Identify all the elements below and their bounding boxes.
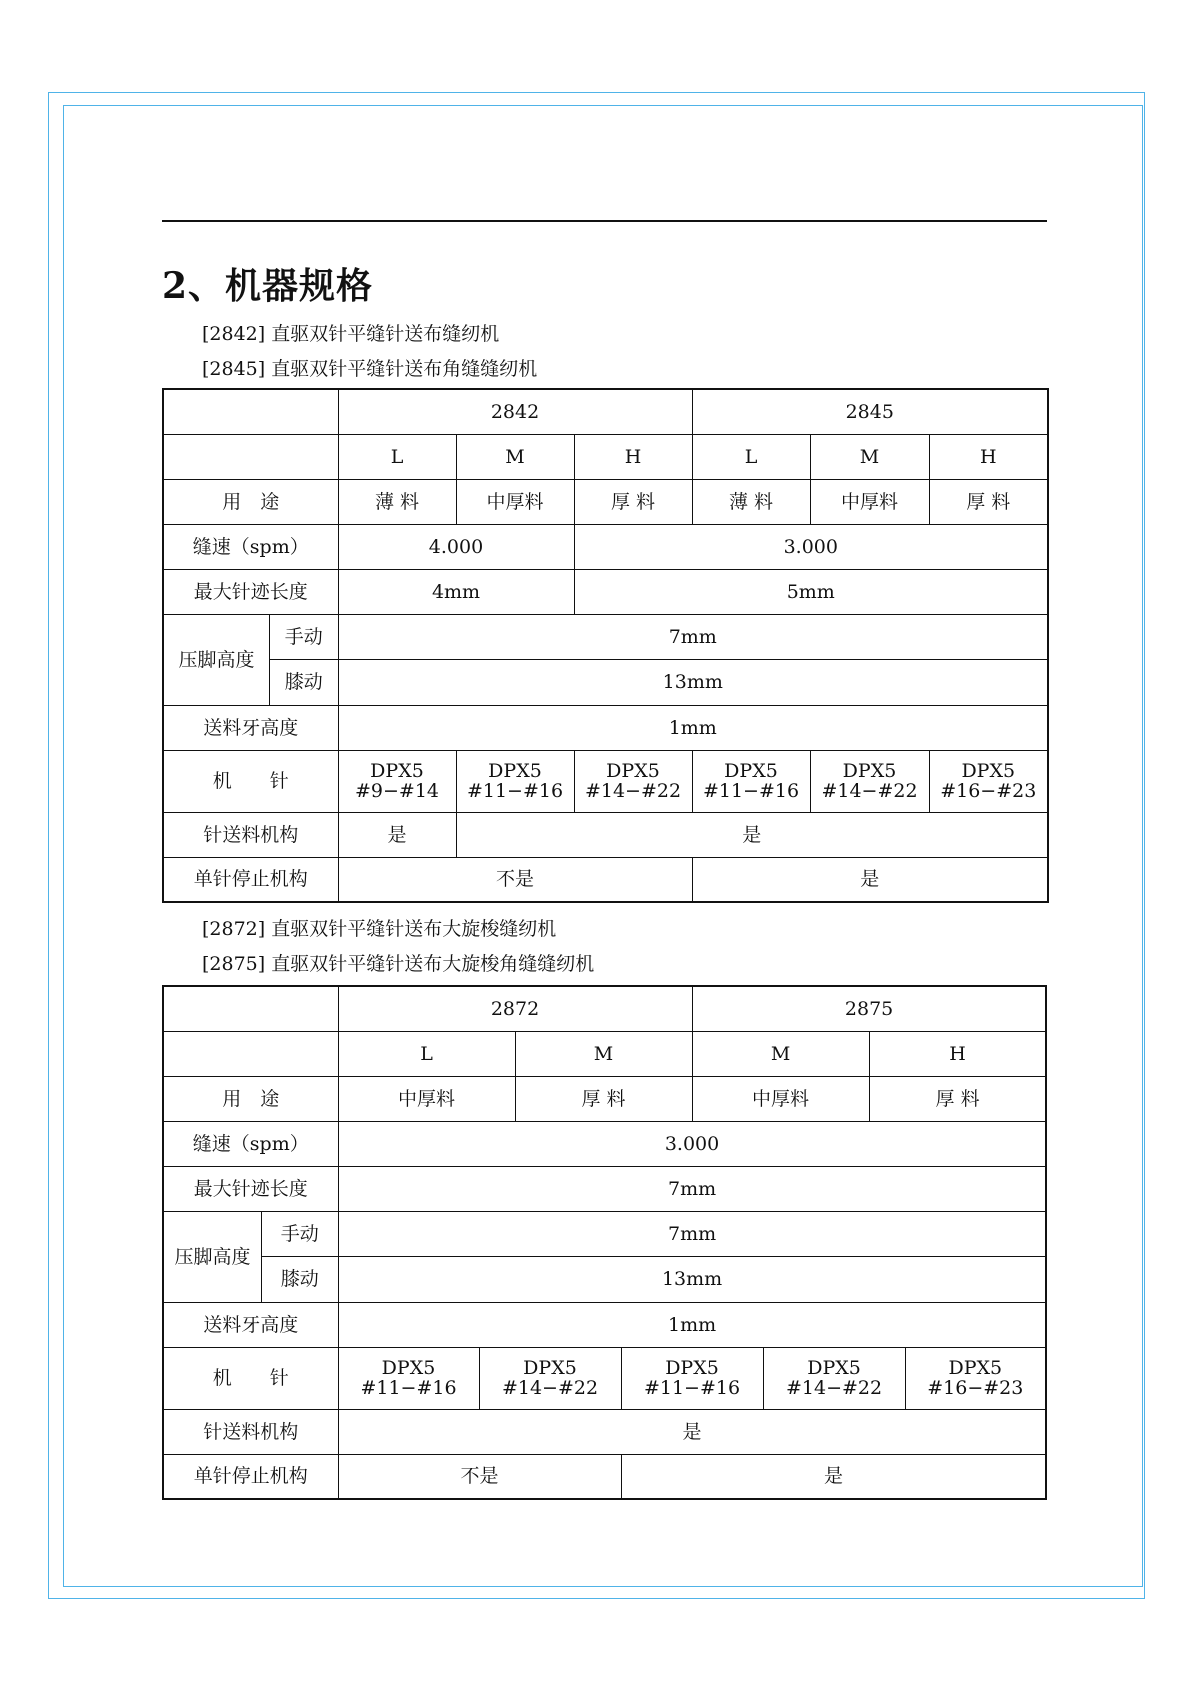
- speed-row: [163, 1121, 1046, 1166]
- sub-label: 膝动: [280, 1268, 319, 1291]
- spec-table-2842-2845: [162, 388, 1049, 903]
- usage-cell: 薄 料: [338, 479, 456, 524]
- corner-cell: [163, 1031, 338, 1076]
- usage-cell: 中厚料: [338, 1076, 515, 1121]
- variant-header: M: [456, 434, 574, 479]
- single-needle-stop-row: [163, 857, 1048, 902]
- usage-cell: 厚 料: [574, 479, 692, 524]
- table2-caption-2872: [2872] 直驱双针平缝针送布大旋梭缝纫机: [202, 918, 557, 940]
- needle-feed-row: [163, 1409, 1046, 1454]
- row-label: 送料牙高度: [163, 705, 338, 750]
- stitch-cell: 4mm: [338, 569, 574, 614]
- variant-row: [163, 434, 1048, 479]
- feed-dog-value: 1mm: [338, 1302, 1046, 1347]
- row-label: 缝速（spm）: [163, 1121, 338, 1166]
- row-label: 用 途: [163, 1076, 338, 1121]
- feed-dog-value: 1mm: [338, 705, 1048, 750]
- row-label: 用 途: [163, 479, 338, 524]
- usage-row: [163, 479, 1048, 524]
- variant-header: H: [869, 1031, 1046, 1076]
- speed-row: [163, 524, 1048, 569]
- presser-group: [163, 1211, 338, 1302]
- row-label: 机 针: [163, 1347, 338, 1409]
- speed-cell: 3.000: [574, 524, 1048, 569]
- model-header: 2872: [338, 986, 692, 1031]
- model-row: [163, 389, 1048, 434]
- corner-cell: [163, 389, 338, 434]
- presser-manual-value: 7mm: [338, 1211, 1046, 1257]
- row-label: 送料牙高度: [163, 1302, 338, 1347]
- needle-row: [163, 750, 1048, 812]
- variant-header: M: [810, 434, 929, 479]
- needle-feed-row: [163, 812, 1048, 857]
- usage-cell: 厚 料: [515, 1076, 692, 1121]
- model-header: 2845: [692, 389, 1048, 434]
- usage-cell: 中厚料: [810, 479, 929, 524]
- needle-cell: DPX5 #14−#22: [810, 750, 929, 812]
- feed-dog-row: [163, 705, 1048, 750]
- spec-table-2872-2875: [162, 985, 1047, 1500]
- stitch-cell: 7mm: [338, 1166, 1046, 1211]
- usage-row: [163, 1076, 1046, 1121]
- table1-caption-2845: [2845] 直驱双针平缝针送布角缝缝纫机: [202, 358, 538, 380]
- row-label: 最大针迹长度: [163, 1166, 338, 1211]
- needle-cell: DPX5 #16−#23: [929, 750, 1048, 812]
- sub-label: 手动: [262, 1212, 338, 1258]
- row-label: 压脚高度: [164, 1212, 262, 1302]
- speed-cell: 3.000: [338, 1121, 1046, 1166]
- single-stop-cell: 是: [621, 1454, 1046, 1499]
- stitch-cell: 5mm: [574, 569, 1048, 614]
- needle-cell: DPX5 #11−#16: [692, 750, 810, 812]
- single-stop-cell: 不是: [338, 857, 692, 902]
- variant-row: [163, 1031, 1046, 1076]
- row-label: 单针停止机构: [163, 857, 338, 902]
- row-label: 压脚高度: [164, 615, 270, 705]
- variant-header: L: [338, 1031, 515, 1076]
- row-label: 缝速（spm）: [163, 524, 338, 569]
- needle-cell: DPX5 #14−#22: [763, 1347, 905, 1409]
- needle-cell: DPX5 #14−#22: [574, 750, 692, 812]
- variant-header: H: [574, 434, 692, 479]
- usage-cell: 薄 料: [692, 479, 810, 524]
- sub-label: 膝动: [284, 671, 323, 694]
- usage-cell: 中厚料: [692, 1076, 869, 1121]
- single-needle-stop-row: [163, 1454, 1046, 1499]
- variant-header: M: [515, 1031, 692, 1076]
- stitch-length-row: [163, 1166, 1046, 1211]
- needle-cell: DPX5 #11−#16: [456, 750, 574, 812]
- presser-manual-row: [163, 614, 1048, 660]
- variant-header: L: [338, 434, 456, 479]
- needle-cell: DPX5 #16−#23: [905, 1347, 1046, 1409]
- needle-feed-cell: 是: [456, 812, 1048, 857]
- presser-manual-row: [163, 1211, 1046, 1257]
- needle-row: [163, 1347, 1046, 1409]
- model-header: 2875: [692, 986, 1046, 1031]
- usage-cell: 厚 料: [869, 1076, 1046, 1121]
- table2-caption-2875: [2875] 直驱双针平缝针送布大旋梭角缝缝纫机: [202, 953, 595, 975]
- row-label: 针送料机构: [163, 1409, 338, 1454]
- speed-cell: 4.000: [338, 524, 574, 569]
- sub-label: 手动: [270, 615, 338, 661]
- single-stop-cell: 是: [692, 857, 1048, 902]
- single-stop-cell: 不是: [338, 1454, 621, 1499]
- row-label: 针送料机构: [163, 812, 338, 857]
- row-label: 最大针迹长度: [163, 569, 338, 614]
- corner-cell: [163, 986, 338, 1031]
- model-header: 2842: [338, 389, 692, 434]
- row-label: 单针停止机构: [163, 1454, 338, 1499]
- section-title: 2、机器规格: [162, 265, 374, 307]
- presser-knee-value: 13mm: [338, 1257, 1046, 1303]
- needle-cell: DPX5 #14−#22: [479, 1347, 621, 1409]
- header-rule: [162, 220, 1047, 222]
- usage-cell: 厚 料: [929, 479, 1048, 524]
- model-row: [163, 986, 1046, 1031]
- needle-feed-cell: 是: [338, 812, 456, 857]
- presser-knee-value: 13mm: [338, 660, 1048, 706]
- feed-dog-row: [163, 1302, 1046, 1347]
- variant-header: H: [929, 434, 1048, 479]
- needle-cell: DPX5 #11−#16: [621, 1347, 763, 1409]
- corner-cell: [163, 434, 338, 479]
- table1-caption-2842: [2842] 直驱双针平缝针送布缝纫机: [202, 323, 500, 345]
- stitch-length-row: [163, 569, 1048, 614]
- variant-header: M: [692, 1031, 869, 1076]
- needle-cell: DPX5 #9−#14: [338, 750, 456, 812]
- usage-cell: 中厚料: [456, 479, 574, 524]
- variant-header: L: [692, 434, 810, 479]
- row-label: 机 针: [163, 750, 338, 812]
- needle-feed-cell: 是: [338, 1409, 1046, 1454]
- presser-manual-value: 7mm: [338, 614, 1048, 660]
- needle-cell: DPX5 #11−#16: [338, 1347, 479, 1409]
- presser-group: [163, 614, 338, 705]
